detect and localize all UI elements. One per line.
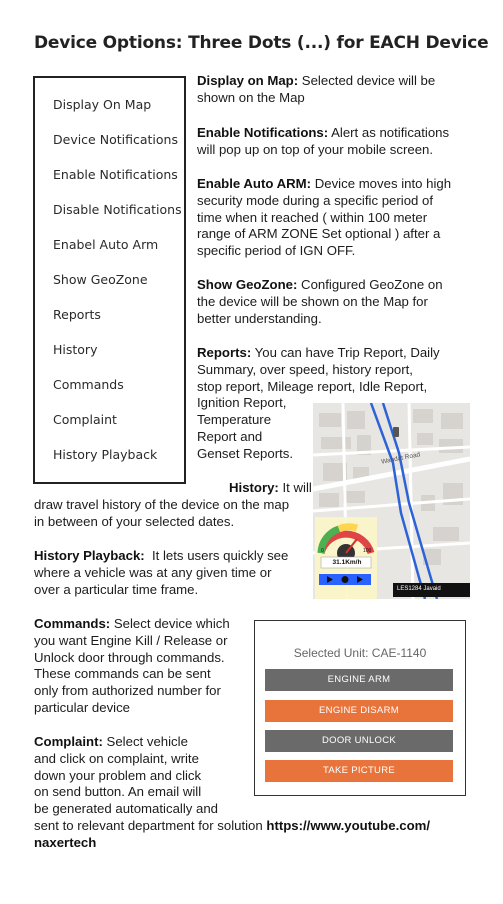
complaint-text [34, 734, 430, 852]
text-line: sent to relevant department for solution [34, 817, 263, 833]
menu-item-device-notifications[interactable]: Device Notifications [53, 132, 178, 147]
youtube-link[interactable]: https://www.youtube.com/ [266, 817, 431, 833]
text-line: and click on complaint, write [34, 750, 199, 766]
map-road-label: Wahdat Road [380, 451, 421, 466]
take-picture-button[interactable]: TAKE PICTURE [265, 760, 453, 782]
menu-item-complaint[interactable]: Complaint [53, 412, 117, 427]
display-on-map-text [197, 73, 435, 107]
enable-notifications-text [197, 125, 449, 159]
gauge-min-label: 0 [321, 548, 324, 554]
text-line: Report and [197, 428, 263, 444]
text-line: Select device which [113, 616, 230, 631]
text-line: Alert as notifications [331, 125, 450, 140]
complaint-heading: Complaint: [34, 734, 103, 749]
text-line: on send button. An email will [34, 784, 202, 800]
display-on-map-heading: Display on Map: [197, 73, 299, 88]
text-line: range of ARM ZONE Set optional ) after a [197, 226, 441, 242]
text-line: over a particular time frame. [34, 581, 199, 597]
text-line: Configured GeoZone on [301, 277, 443, 292]
menu-item-history[interactable]: History [53, 342, 98, 357]
text-line: specific period of IGN OFF. [197, 243, 356, 259]
menu-item-enable-notifications[interactable]: Enable Notifications [53, 167, 178, 182]
text-line: Select vehicle [106, 734, 188, 749]
door-unlock-button[interactable]: DOOR UNLOCK [265, 730, 453, 752]
menu-item-disable-notifications[interactable]: Disable Notifications [53, 202, 182, 217]
text-line: Selected device will be [301, 73, 436, 88]
menu-item-reports[interactable]: Reports [53, 307, 101, 322]
text-line: Ignition Report, [197, 395, 287, 411]
show-geozone-text [197, 277, 443, 327]
commands-heading: Commands: [34, 616, 111, 631]
gauge-max-label: 100 [363, 548, 372, 554]
show-geozone-heading: Show GeoZone: [197, 277, 298, 292]
menu-item-commands[interactable]: Commands [53, 377, 124, 392]
selected-unit-label: Selected Unit: CAE-1140 [293, 646, 427, 660]
engine-disarm-button[interactable]: ENGINE DISARM [265, 700, 453, 722]
enable-notifications-heading: Enable Notifications: [197, 125, 329, 140]
text-line: Device moves into high [314, 176, 452, 191]
text-line: be generated automatically and [34, 801, 219, 817]
text-line: security mode during a specific period of [197, 192, 434, 208]
history-heading: History: [229, 480, 279, 495]
page-title: Device Options: Three Dots (...) for EACH Device [34, 33, 489, 53]
text-line: better understanding. [197, 310, 322, 326]
text-line: It lets users quickly see [152, 548, 289, 563]
menu-item-show-geozone[interactable]: Show GeoZone [53, 272, 148, 287]
text-line: where a vehicle was at any given time or [34, 564, 272, 580]
history-heading-line [229, 480, 312, 497]
text-line: You can have Trip Report, Daily [254, 345, 440, 360]
text-line: you want Engine Kill / Release or [34, 632, 228, 648]
reports-heading: Reports: [197, 345, 252, 360]
history-playback-heading: History Playback: [34, 548, 145, 563]
enable-auto-arm-heading: Enable Auto ARM: [197, 176, 312, 191]
map-screenshot [313, 403, 470, 599]
text-line: particular device [34, 699, 131, 715]
text-line: only from authorized number for [34, 683, 221, 699]
history-text [34, 497, 289, 531]
text-line: draw travel history of the device on the map [34, 497, 290, 512]
text-line: stop report, Mileage report, Idle Report, [197, 378, 428, 394]
text-line: It will [282, 480, 312, 495]
text-line: Unlock door through commands. [34, 649, 225, 665]
commands-text [34, 616, 230, 717]
map-speed-readout: 31.1Km/h [332, 559, 362, 566]
menu-item-display-on-map[interactable]: Display On Map [53, 97, 152, 112]
menu-item-enable-auto-arm[interactable]: Enabel Auto Arm [53, 237, 159, 252]
text-line: in between of your selected dates. [34, 513, 235, 529]
history-playback-text [34, 548, 288, 598]
text-line: These commands can be sent [34, 666, 211, 682]
engine-arm-button[interactable]: ENGINE ARM [265, 669, 453, 691]
text-line: Genset Reports. [197, 445, 294, 461]
map-vehicle-label: LES1284 Javaid [397, 586, 441, 592]
text-line: Temperature [197, 412, 272, 428]
map-svg [313, 403, 470, 599]
text-line: down your problem and click [34, 767, 202, 783]
enable-auto-arm-text [197, 176, 451, 260]
youtube-link-continued[interactable]: naxertech [34, 834, 97, 850]
text-line: shown on the Map [197, 89, 305, 105]
menu-item-history-playback[interactable]: History Playback [53, 447, 158, 462]
text-line: will pop up on top of your mobile screen. [197, 141, 434, 157]
text-line: Summary, over speed, history report, [197, 361, 413, 377]
text-line: the device will be shown on the Map for [197, 293, 428, 309]
text-line: time when it reached ( within 100 meter [197, 209, 428, 225]
